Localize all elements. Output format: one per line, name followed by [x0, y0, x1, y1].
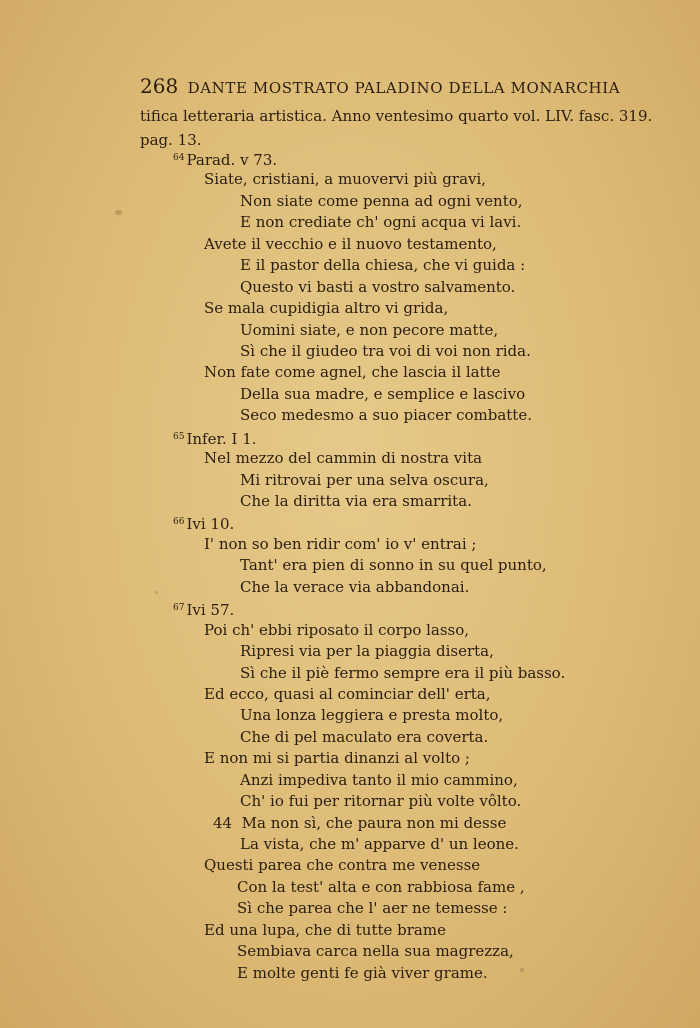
verse-line: Non siate come penna ad ogni vento,	[240, 191, 523, 210]
note-number: 67	[173, 603, 185, 614]
verse-line: Questi parea che contra me venesse	[204, 856, 481, 875]
verse-line-numbered: 44 Ma non sì, che paura non mi desse	[213, 813, 507, 832]
notes-body	[0, 148, 700, 984]
verse-line: E non crediate ch' ogni acqua vi lavi.	[240, 213, 522, 232]
continued-note	[140, 104, 653, 152]
verse-line: Uomini siate, e non pecore matte,	[240, 320, 499, 339]
text-line: pag. 13.	[140, 131, 202, 149]
verse-line: Nel mezzo del cammin di nostra vita	[204, 449, 483, 468]
verse-line: Che di pel maculato era coverta.	[240, 727, 489, 746]
note-reference: $^{65}$ Infer. I 1.	[173, 429, 257, 448]
verse-line: Che la verace via abbandonai.	[240, 577, 470, 596]
verse-line: Non fate come agnel, che lascia il latte	[204, 363, 501, 382]
verse-line: Ripresi via per la piaggia diserta,	[240, 642, 494, 661]
page-number: 268	[140, 74, 179, 98]
verse-line: Ch' io fui per ritornar più volte vôlto.	[240, 792, 522, 811]
verse-line: Siate, cristiani, a muovervi più gravi,	[204, 170, 487, 189]
verse-line: Che la diritta via era smarrita.	[240, 492, 472, 510]
verse-line: Tant' era pien di sonno in su quel punto,	[240, 556, 547, 575]
note-number: 66	[173, 517, 185, 528]
verse-line: Questo vi basti a vostro salvamento.	[240, 277, 516, 296]
verse-line: Con la test' alta e con rabbiosa fame ,	[237, 877, 525, 896]
verse-line: E non mi si partia dinanzi al volto ;	[204, 749, 470, 768]
verse-line: Una lonza leggiera e presta molto,	[240, 706, 504, 725]
verse-line: Se mala cupidigia altro vi grida,	[204, 299, 449, 318]
verse-line: I' non so ben ridir com' io v' entrai ;	[204, 534, 477, 553]
running-header	[140, 74, 620, 98]
verse-line: Avete il vecchio e il nuovo testamento,	[204, 234, 497, 253]
verse-line: Anzi impediva tanto il mio cammino,	[240, 770, 518, 789]
note-reference: $^{66}$ Ivi 10.	[173, 515, 235, 534]
note-reference: $^{67}$ Ivi 57.	[173, 601, 235, 620]
running-title: DANTE MOSTRATO PALADINO DELLA MONARCHIA	[187, 79, 621, 97]
verse-line: E il pastor della chiesa, che vi guida :	[240, 256, 526, 275]
verse-number: 44	[213, 813, 233, 832]
verse-line: Seco medesmo a suo piacer combatte.	[240, 406, 532, 425]
text-line: tifica letteraria artistica. Anno ventesimo quarto vol. LIV. fasc. 319.	[140, 107, 653, 125]
verse-line: Poi ch' ebbi riposato il corpo lasso,	[204, 620, 470, 639]
verse-line: Sembiava carca nella sua magrezza,	[237, 942, 514, 961]
verse-line: Sì che il giudeo tra voi di voi non rida.	[240, 341, 531, 360]
verse-line: Ed una lupa, che di tutte brame	[204, 920, 446, 939]
verse-line: E molte genti fe già viver grame.	[237, 963, 488, 982]
verse-line: Della sua madre, e semplice e lascivo	[240, 384, 526, 403]
note-number: 64	[173, 153, 185, 163]
verse-line: Ed ecco, quasi al cominciar dell' erta,	[204, 684, 491, 703]
verse-line: Mi ritrovai per una selva oscura,	[240, 470, 489, 489]
note-reference: $^{64}$ Parad. v 73.	[173, 151, 278, 169]
verse-line: Sì che parea che l' aer ne temesse :	[237, 899, 508, 918]
verse-line: Sì che il piè fermo sempre era il più basso.	[240, 663, 566, 682]
note-number: 65	[173, 431, 185, 442]
verse-line: La vista, che m' apparve d' un leone.	[240, 835, 519, 853]
